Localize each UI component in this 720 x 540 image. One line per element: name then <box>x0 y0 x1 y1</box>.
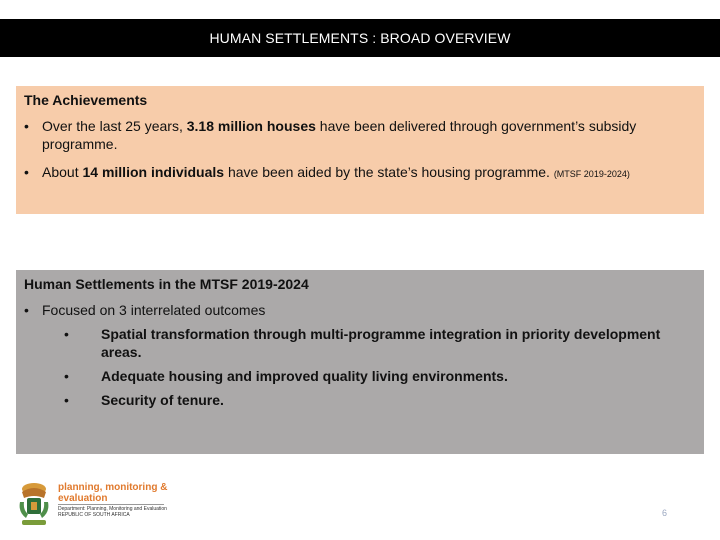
bullet-text-pre: Over the last 25 years, <box>42 118 187 134</box>
outcome-text: Security of tenure. <box>101 392 224 408</box>
outcome-item-2 <box>64 367 696 385</box>
bullet-dot-icon: • <box>64 326 69 342</box>
mtsf-heading: Human Settlements in the MTSF 2019-2024 <box>24 276 309 292</box>
bullet-text-bold: 14 million individuals <box>82 164 225 180</box>
bullet-text-bold: 3.18 million houses <box>186 118 316 134</box>
bullet-dot-icon: • <box>24 164 29 180</box>
logo-text: planning, monitoring & evaluation <box>58 482 168 504</box>
achievements-box <box>16 86 704 214</box>
source-note: (MTSF 2019-2024) <box>553 169 630 179</box>
bullet-text-post: have been aided by the state’s housing programme. <box>224 164 554 180</box>
slide-title: HUMAN SETTLEMENTS : BROAD OVERVIEW <box>209 30 511 46</box>
outcome-text: Spatial transformation through multi-programme integration in priority development areas. <box>101 326 661 360</box>
dpme-logo <box>14 480 168 530</box>
bullet-dot-icon: • <box>64 392 69 408</box>
page-number: 6 <box>662 508 668 518</box>
coat-of-arms-icon <box>14 480 54 528</box>
outcome-item-3 <box>64 391 696 409</box>
bullet-dot-icon: • <box>24 302 29 318</box>
slide-title-bar <box>0 19 720 57</box>
mtsf-intro-bullet <box>24 301 696 319</box>
achievement-bullet-2 <box>24 163 696 183</box>
outcome-text: Adequate housing and improved quality living environments. <box>101 368 508 384</box>
logo-subtext: Department: Planning, Monitoring and Evaluation REPUBLIC OF SOUTH AFRICA <box>58 506 167 518</box>
bullet-dot-icon: • <box>24 118 29 134</box>
bullet-dot-icon: • <box>64 368 69 384</box>
logo-divider <box>58 504 164 505</box>
bullet-text-post: have been delivered through government’s subsidy programme. <box>42 118 637 152</box>
outcome-item-1 <box>64 325 696 361</box>
achievement-bullet-1 <box>24 117 696 153</box>
achievements-heading: The Achievements <box>24 92 148 108</box>
bullet-text-pre: About <box>42 164 83 180</box>
mtsf-box <box>16 270 704 454</box>
mtsf-intro-text: Focused on 3 interrelated outcomes <box>42 302 266 318</box>
